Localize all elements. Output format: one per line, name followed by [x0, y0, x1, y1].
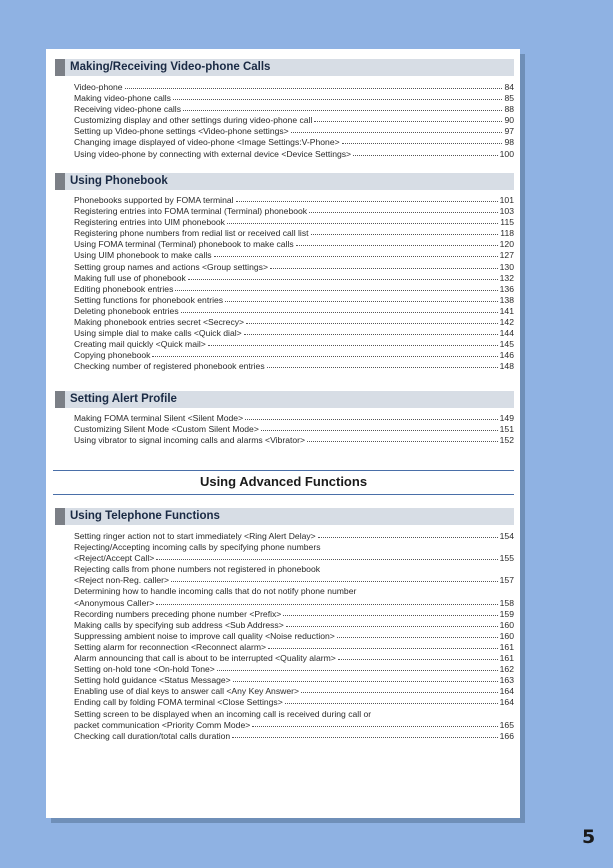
- toc-entry-title: Enabling use of dial keys to answer call <Any Key Answer>: [74, 686, 299, 697]
- toc-entry-title: Copying phonebook: [74, 350, 151, 361]
- toc-entry-title: Registering entries into UIM phonebook: [74, 217, 225, 228]
- section-entries-video-phone: [74, 82, 514, 160]
- dot-leader: [286, 619, 498, 627]
- toc-page: [46, 49, 520, 818]
- dot-leader: [309, 205, 498, 213]
- toc-entry-title: Setting functions for phonebook entries: [74, 294, 224, 305]
- dot-leader: [318, 530, 498, 538]
- dot-leader: [283, 608, 497, 616]
- toc-entry-title: Registering entries into FOMA terminal (Terminal) phonebook: [74, 206, 308, 217]
- dot-leader: [181, 305, 498, 313]
- dot-leader: [245, 412, 498, 420]
- toc-entry-page: 90: [504, 115, 514, 126]
- dot-leader: [232, 730, 497, 738]
- toc-entry-title: Making calls by specifying sub address <Sub Address>: [74, 619, 284, 630]
- toc-entry-page: 115: [500, 217, 514, 228]
- toc-entry-page: 88: [504, 104, 514, 115]
- toc-entry-title: Using UIM phonebook to make calls: [74, 250, 212, 261]
- toc-entry-page: 160: [499, 619, 514, 630]
- toc-entry-page: 85: [504, 93, 514, 104]
- section-marker: [55, 173, 65, 190]
- toc-entry-page: 166: [499, 730, 514, 741]
- toc-entry-page: 163: [499, 675, 514, 686]
- toc-entry-page: 157: [499, 575, 514, 586]
- toc-entry-page: 118: [500, 228, 514, 239]
- toc-entry-title: Creating mail quickly <Quick mail>: [74, 339, 206, 350]
- toc-entry-page: 100: [499, 148, 514, 159]
- toc-entry-page: 149: [499, 413, 514, 423]
- toc-entry-page: 142: [499, 317, 514, 328]
- dot-leader: [267, 360, 498, 368]
- dot-leader: [296, 238, 498, 246]
- dot-leader: [236, 194, 498, 202]
- toc-entry-line: Determining how to handle incoming calls that do not notify phone number: [74, 586, 357, 597]
- toc-entry-title: Making full use of phonebook: [74, 272, 186, 283]
- dot-leader: [208, 338, 498, 346]
- toc-entry-title: Setting up Video-phone settings <Video-phone settings>: [74, 126, 289, 137]
- toc-entry-title: <Anonymous Caller>: [74, 597, 155, 608]
- dot-leader: [171, 574, 498, 582]
- dot-leader: [233, 674, 498, 682]
- toc-entry-page: 84: [504, 82, 514, 92]
- toc-entry-page: 144: [499, 328, 514, 339]
- dot-leader: [156, 552, 497, 560]
- toc-entry-title: Making phonebook entries secret <Secrecy>: [74, 317, 245, 328]
- toc-entry-page: 160: [499, 630, 514, 641]
- toc-entry-page: 148: [499, 361, 514, 372]
- advanced-functions-title: Using Advanced Functions: [199, 474, 368, 489]
- toc-entry-title: Receiving video-phone calls: [74, 104, 182, 115]
- section-marker: [55, 391, 65, 408]
- dot-leader: [125, 81, 503, 89]
- dot-leader: [291, 125, 503, 133]
- toc-entry-line: Rejecting/Accepting incoming calls by specifying phone numbers: [74, 542, 321, 553]
- section-entries-phonebook: [74, 195, 514, 373]
- toc-entry-title: Making FOMA terminal Silent <Silent Mode>: [74, 413, 244, 423]
- dot-leader: [270, 261, 498, 269]
- toc-entry-title: Using FOMA terminal (Terminal) phonebook to make calls: [74, 239, 294, 250]
- dot-leader: [175, 283, 497, 291]
- section-header-alert-profile: [55, 391, 514, 408]
- dot-leader: [342, 136, 503, 144]
- advanced-functions-banner: [53, 470, 514, 495]
- toc-entry-page: 98: [504, 137, 514, 148]
- toc-entry-page: 146: [499, 350, 514, 361]
- dot-leader: [173, 92, 502, 100]
- toc-entry-title: Using simple dial to make calls <Quick dial>: [74, 328, 242, 339]
- dot-leader: [337, 630, 498, 638]
- toc-entry-title: Ending call by folding FOMA terminal <Close Settings>: [74, 697, 283, 708]
- page-number: 5: [582, 826, 596, 848]
- section-marker: [55, 59, 65, 76]
- toc-entry-line: Setting screen to be displayed when an incoming call is received during call or: [74, 708, 372, 719]
- toc-entry[interactable]: [74, 435, 514, 446]
- dot-leader: [353, 148, 498, 156]
- toc-entry-title: Registering phone numbers from redial list or received call list: [74, 228, 309, 239]
- dot-leader: [314, 114, 502, 122]
- toc-entry-title: Editing phonebook entries: [74, 283, 174, 294]
- toc-entry[interactable]: [74, 531, 514, 542]
- toc-entry-page: 127: [499, 250, 514, 261]
- toc-entry-title: Recording numbers preceding phone number <Prefix>: [74, 608, 282, 619]
- toc-entry-title: Alarm announcing that call is about to be interrupted <Quality alarm>: [74, 653, 336, 664]
- toc-entry-title: <Reject/Accept Call>: [74, 553, 155, 564]
- toc-entry-page: 161: [499, 641, 514, 652]
- toc-entry-page: 138: [499, 294, 514, 305]
- dot-leader: [285, 696, 498, 704]
- toc-entry-title: Video-phone: [74, 82, 123, 92]
- dot-leader: [183, 103, 502, 111]
- section-title: Using Phonebook: [70, 175, 168, 187]
- toc-entry-title: Using video-phone by connecting with external device <Device Settings>: [74, 148, 352, 159]
- section-entries-telephone-functions: [74, 531, 514, 742]
- toc-entry-title: packet communication <Priority Comm Mode>: [74, 719, 251, 730]
- toc-entry-page: 165: [499, 719, 514, 730]
- dot-leader: [268, 641, 498, 649]
- toc-entry-title: Changing image displayed of video-phone <Image Settings:V-Phone>: [74, 137, 340, 148]
- toc-entry-page: 158: [499, 597, 514, 608]
- toc-entry-line: Rejecting calls from phone numbers not registered in phonebook: [74, 564, 321, 575]
- toc-entry-title: Checking call duration/total calls duration: [74, 730, 231, 741]
- dot-leader: [188, 272, 498, 280]
- toc-entry-title: <Reject non-Reg. caller>: [74, 575, 170, 586]
- dot-leader: [246, 316, 498, 324]
- section-header-video-phone: [55, 59, 514, 76]
- dot-leader: [261, 423, 498, 431]
- dot-leader: [301, 685, 498, 693]
- toc-entry-title: Suppressing ambient noise to improve call quality <Noise reduction>: [74, 630, 335, 641]
- toc-entry-page: 145: [499, 339, 514, 350]
- toc-entry-page: 97: [504, 126, 514, 137]
- toc-entry-page: 101: [499, 195, 514, 205]
- toc-entry-page: 162: [499, 664, 514, 675]
- toc-entry-title: Setting alarm for reconnection <Reconnect alarm>: [74, 641, 267, 652]
- toc-entry-title: Setting ringer action not to start immediately <Ring Alert Delay>: [74, 531, 316, 541]
- section-title: Setting Alert Profile: [70, 393, 177, 405]
- toc-entry-page: 152: [499, 435, 514, 446]
- toc-entry-page: 141: [499, 305, 514, 316]
- toc-entry-title: Setting hold guidance <Status Message>: [74, 675, 231, 686]
- section-entries-alert-profile: [74, 413, 514, 446]
- toc-entry-page: 151: [499, 424, 514, 435]
- toc-entry-page: 120: [499, 239, 514, 250]
- toc-entry-page: 161: [499, 653, 514, 664]
- dot-leader: [214, 249, 498, 257]
- toc-entry-title: Setting group names and actions <Group settings>: [74, 261, 268, 272]
- toc-entry-title: Deleting phonebook entries: [74, 305, 179, 316]
- toc-entry-page: 154: [499, 531, 514, 541]
- toc-entry[interactable]: [74, 731, 514, 742]
- toc-entry[interactable]: [74, 361, 514, 372]
- toc-entry[interactable]: [74, 553, 514, 564]
- toc-entry-title: Using vibrator to signal incoming calls and alarms <Vibrator>: [74, 435, 306, 446]
- toc-entry-page: 159: [499, 608, 514, 619]
- dot-leader: [252, 719, 497, 727]
- dot-leader: [307, 434, 498, 442]
- section-marker: [55, 508, 65, 525]
- dot-leader: [338, 652, 498, 660]
- dot-leader: [227, 216, 498, 224]
- toc-entry[interactable]: [74, 149, 514, 160]
- toc-entry-title: Customizing Silent Mode <Custom Silent Mode>: [74, 424, 259, 435]
- section-title: Making/Receiving Video-phone Calls: [70, 61, 271, 73]
- toc-entry-title: Setting on-hold tone <On-hold Tone>: [74, 664, 215, 675]
- toc-entry-page: 130: [499, 261, 514, 272]
- toc-entry-page: 132: [499, 272, 514, 283]
- dot-leader: [244, 327, 498, 335]
- toc-entry-title: Customizing display and other settings during video-phone call: [74, 115, 313, 126]
- toc-entry-page: 136: [499, 283, 514, 294]
- dot-leader: [217, 663, 498, 671]
- dot-leader: [156, 597, 497, 605]
- dot-leader: [311, 227, 499, 235]
- toc-entry-title: Checking number of registered phonebook entries: [74, 361, 265, 372]
- section-header-telephone-functions: [55, 508, 514, 525]
- toc-entry[interactable]: [74, 575, 514, 586]
- toc-entry-page: 164: [499, 686, 514, 697]
- toc-entry-page: 164: [499, 697, 514, 708]
- dot-leader: [225, 294, 498, 302]
- toc-entry[interactable]: [74, 697, 514, 708]
- section-title: Using Telephone Functions: [70, 510, 220, 522]
- toc-entry-page: 103: [499, 206, 514, 217]
- toc-entry-title: Phonebooks supported by FOMA terminal: [74, 195, 234, 205]
- toc-entry-title: Making video-phone calls: [74, 93, 171, 104]
- section-header-phonebook: [55, 173, 514, 190]
- dot-leader: [152, 349, 497, 357]
- toc-entry-page: 155: [499, 553, 514, 564]
